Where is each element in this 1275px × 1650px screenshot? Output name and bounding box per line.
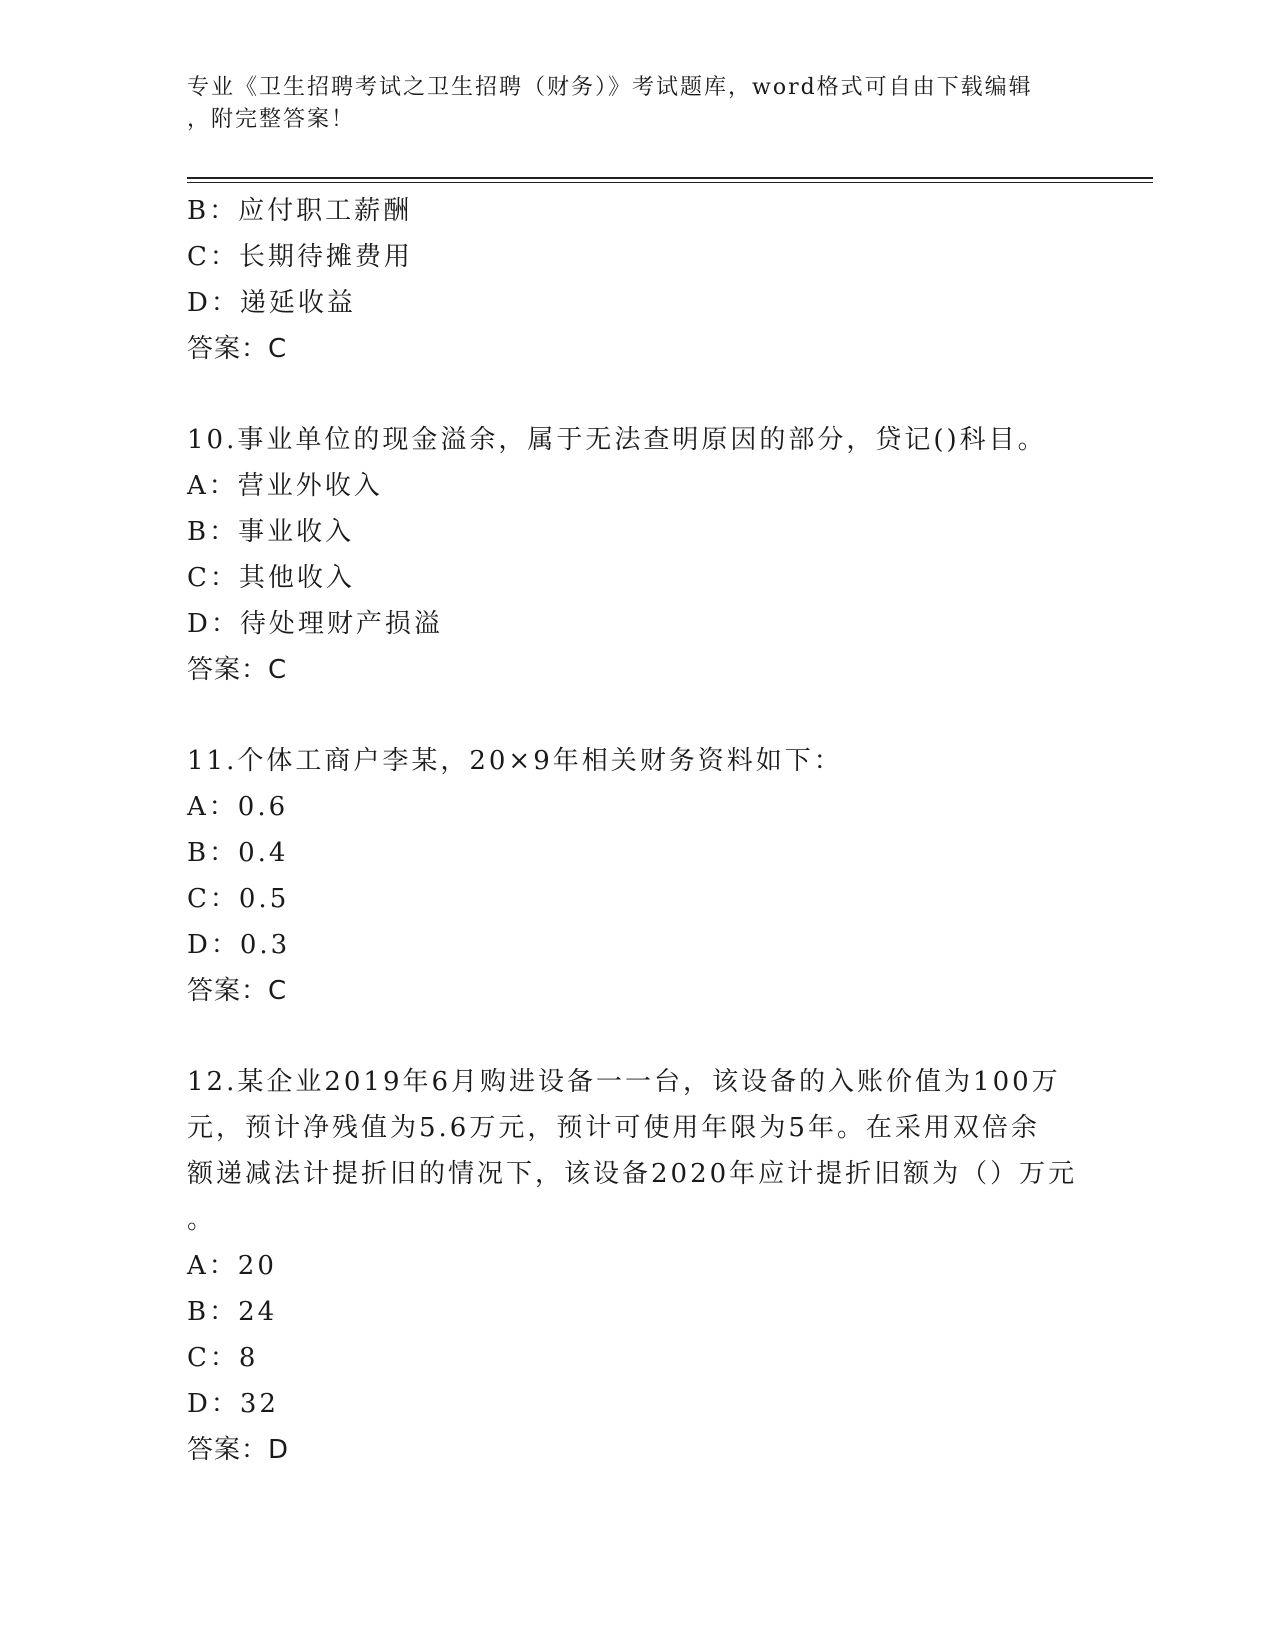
option-b: B：0.4 — [187, 838, 289, 868]
answer: 答案：D — [187, 1435, 290, 1465]
header-line-2: ，附完整答案！ — [187, 107, 356, 132]
option-d: D：32 — [187, 1389, 279, 1419]
option-c: C：0.5 — [187, 884, 290, 914]
answer: 答案：C — [187, 976, 288, 1006]
option-b: B：24 — [187, 1297, 278, 1327]
stem-line-3: 额递减法计提折旧的情况下，该设备2020年应计提折旧额为（）万元 — [187, 1159, 1078, 1189]
option-d: D：0.3 — [187, 930, 291, 960]
question-stem: 10.事业单位的现金溢余，属于无法查明原因的部分，贷记()科目。 — [187, 425, 1047, 455]
option-a: A：0.6 — [187, 792, 289, 822]
question-12 — [187, 1059, 1087, 1473]
answer: 答案：C — [187, 334, 288, 364]
question-stem: 11.个体工商户李某，20×9年相关财务资料如下： — [187, 746, 843, 776]
option-b: B：事业收入 — [187, 517, 355, 547]
option-d: D：待处理财产损溢 — [187, 609, 443, 639]
header-line-1: 专业《卫生招聘考试之卫生招聘（财务）》考试题库，word格式可自由下载编辑 — [187, 75, 1033, 100]
question-stem — [187, 1059, 1087, 1243]
document-header — [187, 72, 1067, 136]
option-a: A：营业外收入 — [187, 471, 383, 501]
question-10 — [187, 417, 1087, 693]
answer: 答案：C — [187, 655, 288, 685]
option-c: C：8 — [187, 1343, 259, 1373]
stem-line-2: 元，预计净残值为5.6万元，预计可使用年限为5年。在采用双倍余 — [187, 1113, 1040, 1143]
header-divider-thin — [187, 182, 1153, 183]
question-11 — [187, 738, 1087, 1014]
option-c: C：其他收入 — [187, 563, 355, 593]
option-c: C：长期待摊费用 — [187, 242, 413, 272]
option-b: B：应付职工薪酬 — [187, 196, 413, 226]
option-d: D：递延收益 — [187, 288, 356, 318]
stem-line-4: 。 — [187, 1205, 217, 1235]
header-divider-thick — [187, 177, 1153, 179]
question-list — [187, 188, 1087, 1473]
question-9 — [187, 188, 1087, 372]
stem-line-1: 12.某企业2019年6月购进设备一一台，该设备的入账价值为100万 — [187, 1067, 1061, 1097]
option-a: A：20 — [187, 1251, 277, 1281]
